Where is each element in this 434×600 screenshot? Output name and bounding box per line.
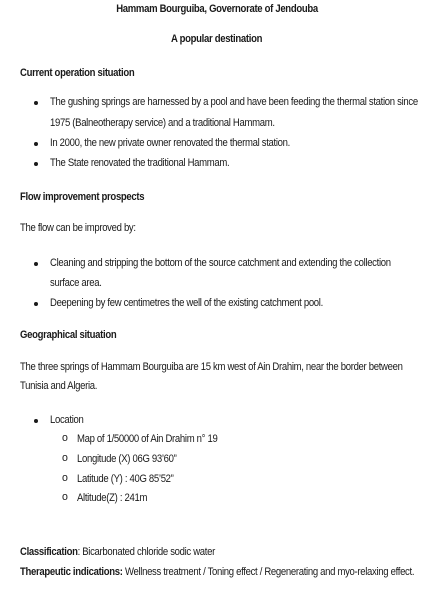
classification-line	[20, 546, 215, 559]
section-heading-geo: Geographical situation	[20, 329, 117, 341]
operation-item-1-cont: 1975 (Balneotherapy service) and a traditional Hammam.	[50, 117, 275, 129]
flow-item-1-cont: surface area.	[50, 277, 102, 289]
document-subtitle: A popular destination	[171, 33, 263, 45]
therapeutic-value: Wellness treatment / Toning effect / Regenerating and myo-relaxing effect.	[122, 566, 415, 578]
location-label: Location	[50, 414, 84, 426]
operation-item-2: In 2000, the new private owner renovated the thermal station.	[50, 137, 290, 149]
location-item-map: Map of 1/50000 of Ain Drahim n° 19	[77, 433, 218, 445]
geo-paragraph-line-1: The three springs of Hammam Bourguiba are 15 km west of Ain Drahim, near the border between	[20, 361, 403, 373]
bullet-icon	[34, 262, 38, 266]
section-heading-operation: Current operation situation	[20, 67, 135, 79]
classification-label: Classification	[20, 546, 78, 558]
operation-item-1: The gushing springs are harnessed by a pool and have been feeding the thermal station since	[50, 96, 418, 108]
bullet-icon	[34, 302, 38, 306]
circle-bullet-icon: o	[62, 472, 68, 484]
flow-intro: The flow can be improved by:	[20, 222, 136, 234]
bullet-icon	[34, 142, 38, 146]
section-heading-flow: Flow improvement prospects	[20, 191, 145, 203]
flow-item-2: Deepening by few centimetres the well of the existing catchment pool.	[50, 297, 323, 309]
therapeutic-line	[20, 566, 414, 579]
geo-paragraph-line-2: Tunisia and Algeria.	[20, 380, 98, 392]
therapeutic-label: Therapeutic indications:	[20, 566, 123, 578]
bullet-icon	[34, 101, 38, 105]
bullet-icon	[34, 162, 38, 166]
document-title: Hammam Bourguiba, Governorate of Jendouba	[116, 3, 318, 15]
operation-item-3: The State renovated the traditional Hammam.	[50, 157, 230, 169]
location-item-latitude: Latitude (Y) : 40G 85’52”	[77, 473, 174, 485]
circle-bullet-icon: o	[62, 491, 68, 503]
circle-bullet-icon: o	[62, 432, 68, 444]
flow-item-1: Cleaning and stripping the bottom of the source catchment and extending the collection	[50, 257, 391, 269]
location-item-altitude: Altitude(Z) : 241m	[77, 492, 148, 504]
location-item-longitude: Longitude (X) 06G 93’60”	[77, 453, 177, 465]
bullet-icon	[34, 419, 38, 423]
circle-bullet-icon: o	[62, 452, 68, 464]
classification-value: : Bicarbonated chloride sodic water	[77, 546, 215, 558]
